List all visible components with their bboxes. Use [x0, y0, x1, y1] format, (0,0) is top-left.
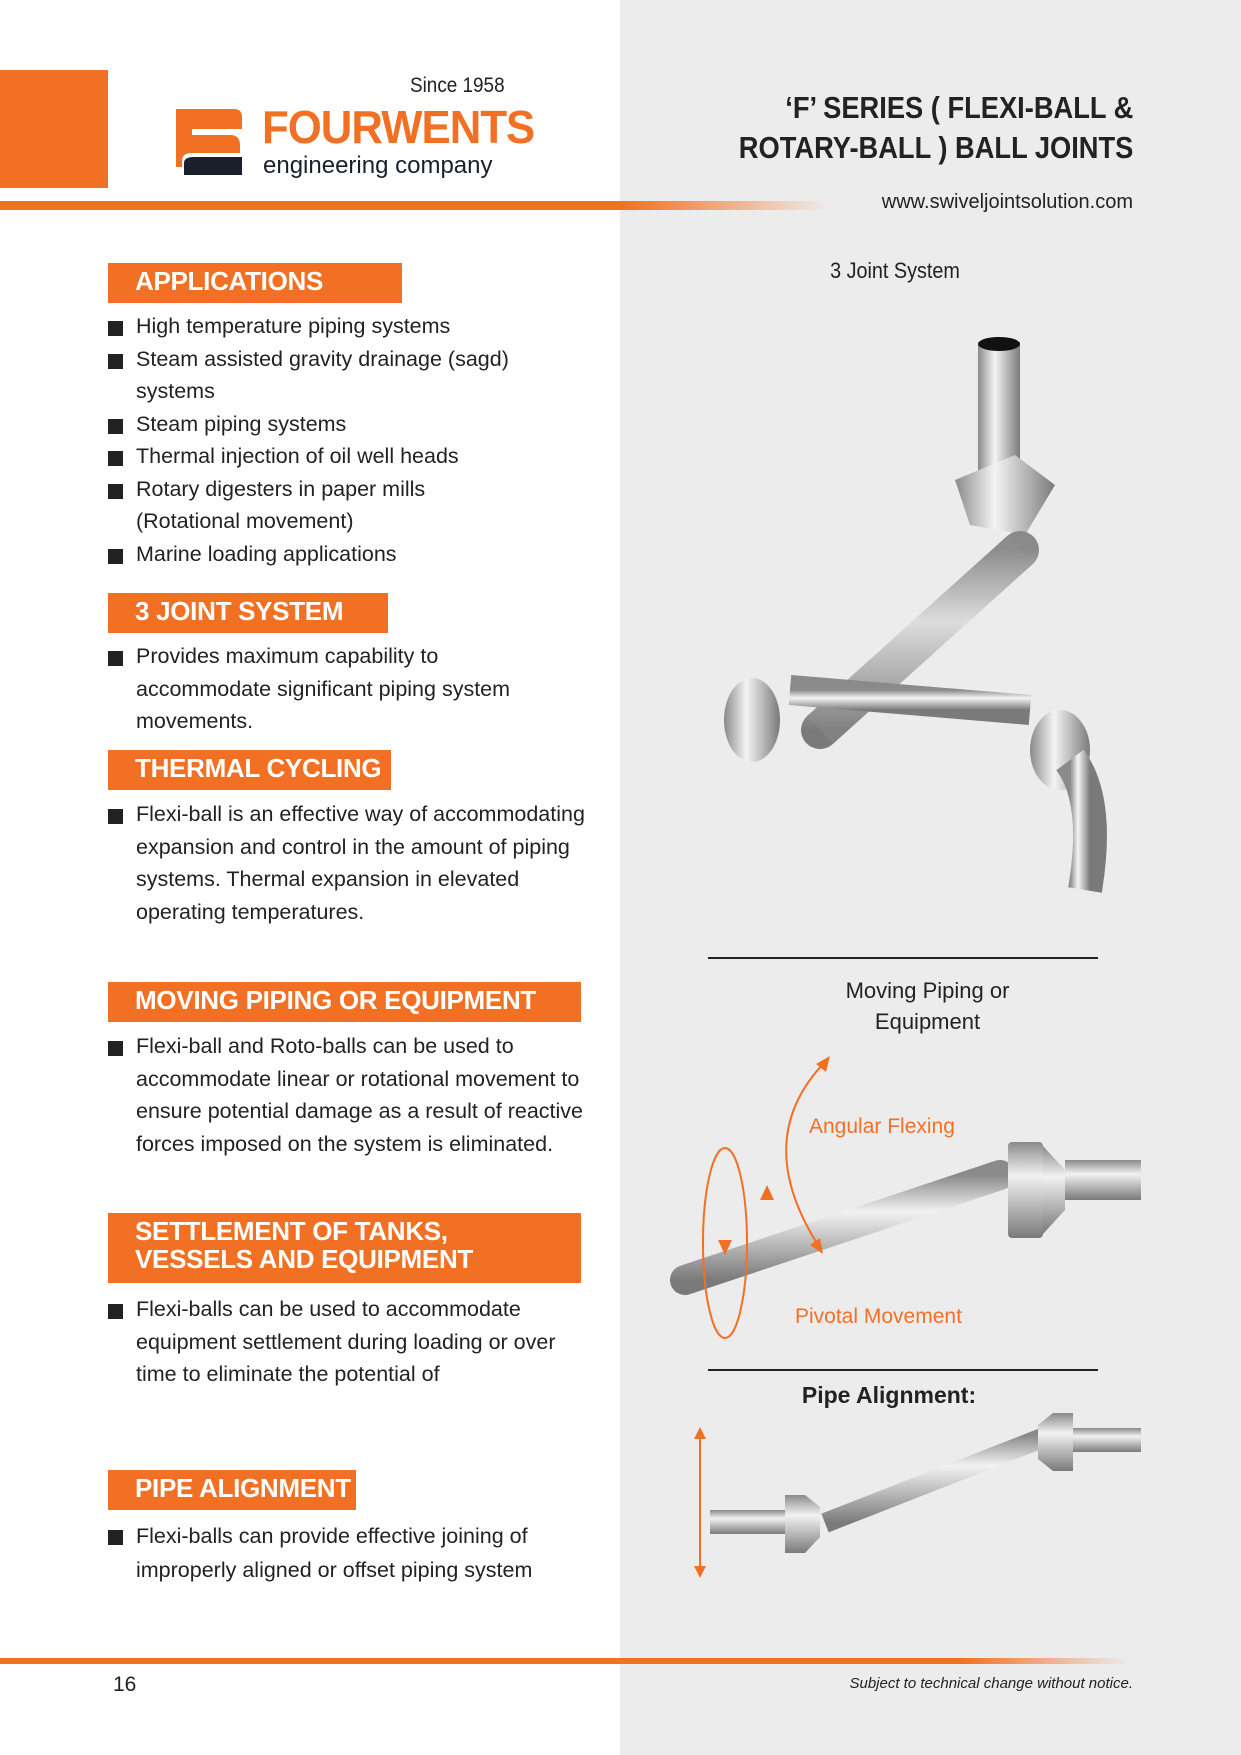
- three-joint-pipe-illustration: [700, 330, 1120, 910]
- heading-pipe-alignment: PIPE ALIGNMENT: [108, 1470, 356, 1510]
- thermal-cycling-list: [108, 798, 588, 928]
- pipe-alignment-caption: Pipe Alignment:: [801, 1382, 977, 1408]
- list-item: Provides maximum capability to accommodate significant piping system movements.: [108, 640, 578, 738]
- list-item: Steam assisted gravity drainage (sagd) systems: [108, 343, 548, 408]
- list-item: Flexi-balls can be used to accommodate equipment settlement during loading or over time to eliminate the potential of: [108, 1293, 588, 1391]
- angular-flexing-label: Angular Flexing: [809, 1115, 955, 1138]
- footer-rule: [0, 1658, 1130, 1664]
- list-item: High temperature piping systems: [108, 310, 588, 343]
- divider: [708, 957, 1098, 959]
- list-item: Rotary digesters in paper mills (Rotational movement): [108, 473, 458, 538]
- list-item: Flexi-ball and Roto-balls can be used to accommodate linear or rotational movement to ensure potential damage as a result of reactive forces imposed on the system is eliminated.: [108, 1030, 583, 1160]
- logo-mark-icon: [170, 105, 245, 181]
- list-item: Marine loading applications: [108, 538, 588, 571]
- pivotal-movement-label: Pivotal Movement: [795, 1305, 962, 1328]
- list-item: Steam piping systems: [108, 408, 588, 441]
- joint-system-caption: 3 Joint System: [830, 258, 960, 283]
- page-number: 16: [113, 1673, 137, 1696]
- heading-thermal-cycling: THERMAL CYCLING: [108, 750, 391, 790]
- list-item: Thermal injection of oil well heads: [108, 440, 588, 473]
- page-title: ‘F’ SERIES ( FLEXI-BALL & ROTARY-BALL ) BALL JOINTS: [738, 90, 1133, 165]
- footer-note: Subject to technical change without notice.: [849, 1675, 1133, 1692]
- brand-tagline: engineering company: [263, 152, 493, 179]
- list-item: Flexi-ball is an effective way of accommodating expansion and control in the amount of piping systems. Thermal expansion in elevated operating temperatures.: [108, 798, 588, 928]
- pipe-alignment-list: [108, 1519, 588, 1587]
- divider: [708, 1369, 1098, 1371]
- moving-piping-list: [108, 1030, 583, 1160]
- website-link[interactable]: www.swiveljointsolution.com: [881, 191, 1133, 213]
- orange-block: [0, 70, 108, 188]
- joint-system-list: [108, 640, 578, 738]
- pipe-alignment-illustration: [680, 1395, 1141, 1585]
- heading-applications: APPLICATIONS: [108, 263, 402, 303]
- heading-settlement: SETTLEMENT OF TANKS, VESSELS AND EQUIPMENT: [108, 1213, 581, 1283]
- header-rule: [0, 201, 830, 210]
- settlement-list: [108, 1293, 588, 1391]
- heading-3-joint-system: 3 JOINT SYSTEM: [108, 593, 388, 633]
- moving-caption: Moving Piping or Equipment: [845, 978, 1010, 1034]
- heading-moving-piping: MOVING PIPING OR EQUIPMENT: [108, 982, 581, 1022]
- since-label: Since 1958: [410, 74, 505, 97]
- applications-list: [108, 310, 588, 570]
- list-item: Flexi-balls can provide effective joining of improperly aligned or offset piping system: [108, 1519, 588, 1587]
- brand-logo-text: FOURWENTS: [262, 101, 535, 153]
